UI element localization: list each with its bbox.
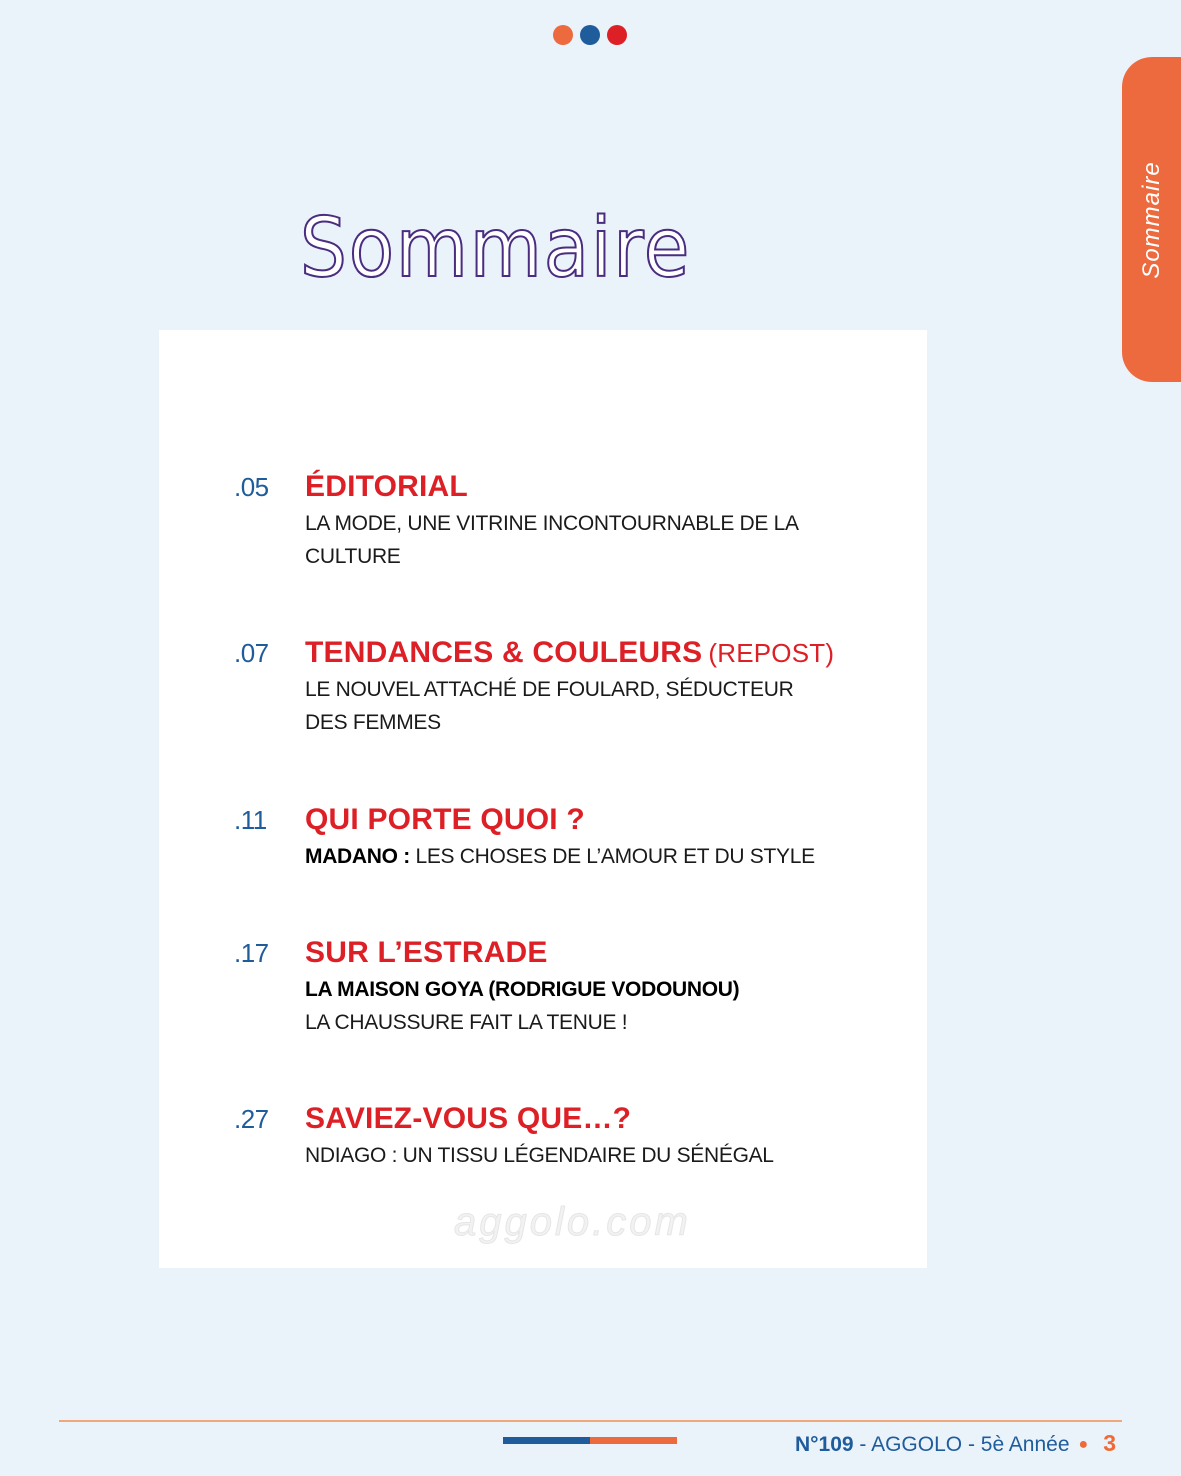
sommaire-side-tab[interactable] [1122,57,1181,382]
section-description [305,840,825,873]
page-number: .11 [234,805,267,835]
description-line: CULTURE [305,545,401,568]
description-line: DES FEMMES [305,711,441,734]
page-number: .17 [234,938,269,968]
issue-number: N°109 [794,1433,854,1456]
description-line: LE NOUVEL ATTACHÉ DE FOULARD, SÉDUCTEUR [305,678,794,701]
contents-card [159,330,927,1268]
section-title[interactable]: SAVIEZ-VOUS QUE…? [305,1102,632,1135]
section-title[interactable]: ÉDITORIAL [305,470,468,503]
header-dots [553,25,627,45]
description-line: LA MODE, UNE VITRINE INCONTOURNABLE DE LA [305,512,799,535]
page-number-footer: 3 [1103,1430,1116,1456]
page-number: .07 [234,638,269,668]
footer-bar-orange [590,1437,677,1444]
section-title[interactable]: SUR L’ESTRADE [305,936,548,969]
orange-dot [553,25,573,45]
footer-folio [795,1430,1116,1457]
section-description [305,1139,825,1172]
section-tag: (REPOST) [708,638,835,668]
description-line: LA MAISON GOYA (RODRIGUE VODOUNOU) [305,978,740,1001]
bullet-separator: ● [1078,1436,1089,1453]
watermark: aggolo.com [454,1200,691,1244]
publication-info: - AGGOLO - 5è Année [853,1433,1070,1456]
page-number: .05 [234,472,269,502]
blue-dot [580,25,600,45]
section-description [305,973,825,1039]
footer-bar-blue [503,1437,590,1444]
description-line: LA CHAUSSURE FAIT LA TENUE ! [305,1011,628,1034]
side-tab-label: Sommaire [1137,160,1165,279]
section-description [305,507,825,573]
footer-color-bar [503,1437,677,1444]
footer-divider [59,1420,1122,1422]
red-dot [607,25,627,45]
page-title: Sommaire [300,201,692,296]
section-title[interactable]: TENDANCES & COULEURS (REPOST) [305,636,835,669]
section-description [305,673,825,739]
section-title[interactable]: QUI PORTE QUOI ? [305,803,585,836]
page-number: .27 [234,1104,269,1134]
description-line: MADANO : LES CHOSES DE L’AMOUR ET DU STYLE [305,845,815,868]
description-line: NDIAGO : UN TISSU LÉGENDAIRE DU SÉNÉGAL [305,1144,774,1167]
